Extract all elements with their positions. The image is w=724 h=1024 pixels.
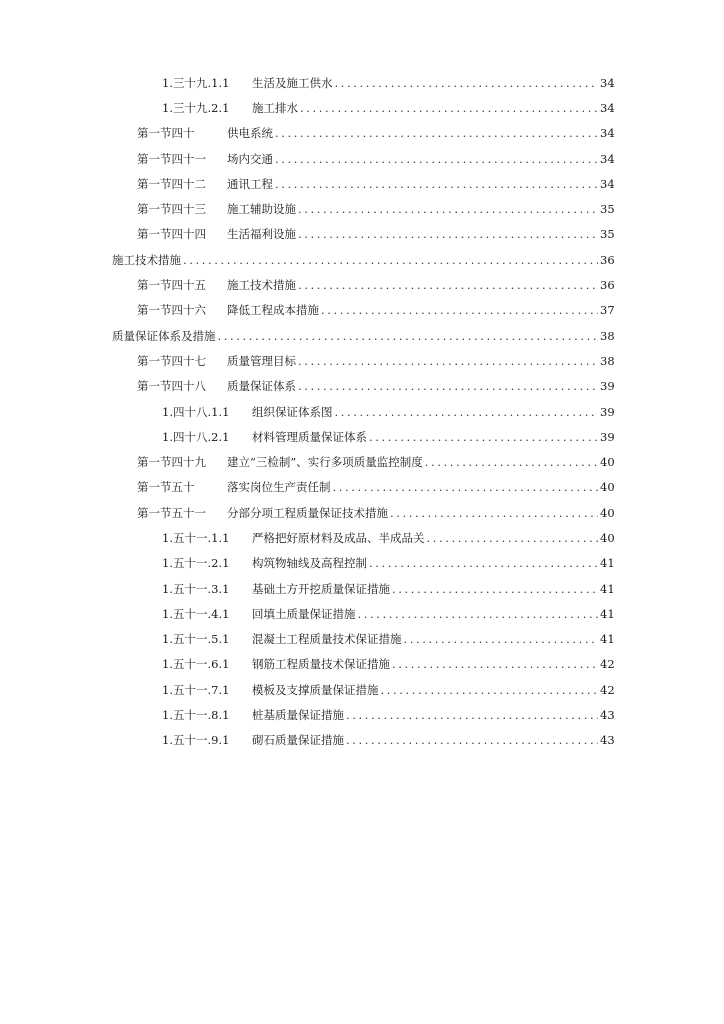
toc-entry[interactable] xyxy=(0,551,724,576)
toc-entry-number: 第一节四十七 xyxy=(137,353,206,368)
dot-leader xyxy=(335,405,599,419)
toc-entry-page-number: 42 xyxy=(600,657,615,672)
toc-entry[interactable] xyxy=(0,95,724,120)
toc-entry-page-number: 40 xyxy=(600,505,615,520)
toc-entry-number: 1.五十一.4.1 xyxy=(162,606,230,621)
toc-entry-page-number: 36 xyxy=(600,278,615,293)
toc-entry-page-number: 40 xyxy=(600,530,615,545)
toc-entry-page-number: 37 xyxy=(600,303,615,318)
toc-entry-title: 生活福利设施 xyxy=(227,227,296,242)
toc-entry-number: 1.五十一.3.1 xyxy=(162,581,230,596)
dot-leader xyxy=(358,607,599,621)
toc-entry-number: 1.四十八.2.1 xyxy=(162,429,230,444)
toc-entry-title: 桩基质量保证措施 xyxy=(252,708,344,723)
toc-entry[interactable] xyxy=(0,652,724,677)
toc-entry[interactable] xyxy=(0,70,724,95)
dot-leader xyxy=(300,101,598,115)
toc-entry-title: 落实岗位生产责任制 xyxy=(227,480,331,495)
toc-entry-number: 第一节四十三 xyxy=(137,202,206,217)
dot-leader xyxy=(381,683,599,697)
toc-entry-page-number: 40 xyxy=(600,480,615,495)
toc-entry-title: 场内交通 xyxy=(227,151,273,166)
dot-leader xyxy=(298,202,598,216)
toc-entry-title: 质量保证体系及措施 xyxy=(112,328,216,343)
toc-entry-page-number: 41 xyxy=(600,606,615,621)
toc-entry[interactable] xyxy=(0,323,724,348)
toc-entry-title: 施工排水 xyxy=(252,100,298,115)
toc-entry[interactable] xyxy=(0,171,724,196)
toc-entry[interactable] xyxy=(0,677,724,702)
toc-entry[interactable] xyxy=(0,728,724,753)
toc-entry-page-number: 41 xyxy=(600,556,615,571)
dot-leader xyxy=(392,657,598,671)
toc-entry-page-number: 38 xyxy=(600,328,615,343)
toc-entry-title: 降低工程成本措施 xyxy=(227,303,319,318)
toc-entry-title: 钢筋工程质量技术保证措施 xyxy=(252,657,390,672)
toc-entry-title: 砌石质量保证措施 xyxy=(252,733,344,748)
dot-leader xyxy=(275,177,598,191)
dot-leader xyxy=(335,76,599,90)
toc-entry-number: 第一节四十五 xyxy=(137,278,206,293)
dot-leader xyxy=(321,303,598,317)
toc-entry-number: 第一节四十八 xyxy=(137,379,206,394)
toc-entry-title: 施工技术措施 xyxy=(227,278,296,293)
toc-entry-number: 第一节四十四 xyxy=(137,227,206,242)
toc-entry-number: 1.五十一.5.1 xyxy=(162,632,230,647)
dot-leader xyxy=(183,253,598,267)
toc-entry-page-number: 34 xyxy=(600,75,615,90)
toc-entry-number: 第一节四十九 xyxy=(137,455,206,470)
dot-leader xyxy=(390,506,598,520)
table-of-contents xyxy=(0,70,724,753)
toc-entry-title: 回填土质量保证措施 xyxy=(252,606,356,621)
dot-leader xyxy=(392,582,598,596)
toc-entry-page-number: 34 xyxy=(600,151,615,166)
toc-entry[interactable] xyxy=(0,475,724,500)
toc-entry-title: 基础土方开挖质量保证措施 xyxy=(252,581,390,596)
toc-entry-title: 分部分项工程质量保证技术措施 xyxy=(227,505,388,520)
toc-entry-page-number: 34 xyxy=(600,176,615,191)
toc-entry-number: 第一节四十一 xyxy=(137,151,206,166)
toc-entry-number: 1.五十一.7.1 xyxy=(162,682,230,697)
toc-entry-page-number: 39 xyxy=(600,404,615,419)
dot-leader xyxy=(425,455,598,469)
toc-entry-number: 第一节四十六 xyxy=(137,303,206,318)
toc-entry-title: 质量保证体系 xyxy=(227,379,296,394)
toc-entry[interactable] xyxy=(0,576,724,601)
toc-entry-number: 第一节五十 xyxy=(137,480,195,495)
toc-entry[interactable] xyxy=(0,196,724,221)
toc-entry-title: 严格把好原材料及成品、半成品关 xyxy=(252,530,425,545)
toc-entry-title: 建立“三检制”、实行多项质量监控制度 xyxy=(227,455,423,470)
dot-leader xyxy=(218,329,599,343)
toc-entry-number: 1.五十一.6.1 xyxy=(162,657,230,672)
toc-entry-title: 施工辅助设施 xyxy=(227,202,296,217)
dot-leader xyxy=(346,708,598,722)
toc-entry[interactable] xyxy=(0,525,724,550)
dot-leader xyxy=(369,556,598,570)
dot-leader xyxy=(369,430,598,444)
toc-entry[interactable] xyxy=(0,247,724,272)
toc-entry-title: 构筑物轴线及高程控制 xyxy=(252,556,367,571)
dot-leader xyxy=(275,152,598,166)
dot-leader xyxy=(298,227,598,241)
toc-entry-page-number: 36 xyxy=(600,252,615,267)
toc-entry-number: 1.三十九.2.1 xyxy=(162,100,230,115)
toc-entry[interactable] xyxy=(0,702,724,727)
toc-entry-page-number: 41 xyxy=(600,581,615,596)
toc-entry-title: 通讯工程 xyxy=(227,176,273,191)
dot-leader xyxy=(427,531,599,545)
dot-leader xyxy=(346,733,598,747)
toc-entry[interactable] xyxy=(0,348,724,373)
toc-entry-title: 供电系统 xyxy=(227,126,273,141)
toc-entry-page-number: 38 xyxy=(600,353,615,368)
toc-entry-number: 1.五十一.9.1 xyxy=(162,733,230,748)
toc-entry[interactable] xyxy=(0,298,724,323)
toc-entry[interactable] xyxy=(0,601,724,626)
toc-entry-number: 1.三十九.1.1 xyxy=(162,75,230,90)
toc-entry-number: 1.五十一.2.1 xyxy=(162,556,230,571)
toc-entry[interactable] xyxy=(0,272,724,297)
toc-entry[interactable] xyxy=(0,121,724,146)
toc-entry-title: 材料管理质量保证体系 xyxy=(252,429,367,444)
dot-leader xyxy=(298,379,598,393)
toc-entry-number: 第一节四十二 xyxy=(137,176,206,191)
toc-entry-page-number: 34 xyxy=(600,126,615,141)
toc-entry-number: 1.四十八.1.1 xyxy=(162,404,230,419)
dot-leader xyxy=(298,278,598,292)
toc-entry-page-number: 43 xyxy=(600,708,615,723)
toc-entry[interactable] xyxy=(0,500,724,525)
toc-entry-title: 混凝土工程质量技术保证措施 xyxy=(252,632,402,647)
dot-leader xyxy=(333,480,599,494)
dot-leader xyxy=(298,354,598,368)
toc-entry[interactable] xyxy=(0,424,724,449)
toc-entry-number: 1.五十一.1.1 xyxy=(162,530,230,545)
toc-entry-page-number: 39 xyxy=(600,429,615,444)
toc-entry[interactable] xyxy=(0,449,724,474)
toc-entry-page-number: 34 xyxy=(600,100,615,115)
toc-entry-number: 第一节五十一 xyxy=(137,505,206,520)
toc-entry-page-number: 39 xyxy=(600,379,615,394)
toc-entry-title: 模板及支撑质量保证措施 xyxy=(252,682,379,697)
toc-entry-number: 第一节四十 xyxy=(137,126,195,141)
toc-entry-page-number: 43 xyxy=(600,733,615,748)
toc-entry[interactable] xyxy=(0,627,724,652)
toc-entry-title: 生活及施工供水 xyxy=(252,75,333,90)
toc-entry[interactable] xyxy=(0,222,724,247)
toc-entry-page-number: 35 xyxy=(600,227,615,242)
dot-leader xyxy=(275,126,598,140)
toc-entry-title: 施工技术措施 xyxy=(112,252,181,267)
toc-entry-title: 组织保证体系图 xyxy=(252,404,333,419)
toc-entry-number: 1.五十一.8.1 xyxy=(162,708,230,723)
toc-entry-page-number: 40 xyxy=(600,455,615,470)
toc-entry-page-number: 41 xyxy=(600,632,615,647)
toc-entry[interactable] xyxy=(0,399,724,424)
dot-leader xyxy=(404,632,599,646)
toc-entry-title: 质量管理目标 xyxy=(227,353,296,368)
toc-entry-page-number: 35 xyxy=(600,202,615,217)
toc-entry[interactable] xyxy=(0,146,724,171)
toc-entry-page-number: 42 xyxy=(600,682,615,697)
toc-entry[interactable] xyxy=(0,374,724,399)
